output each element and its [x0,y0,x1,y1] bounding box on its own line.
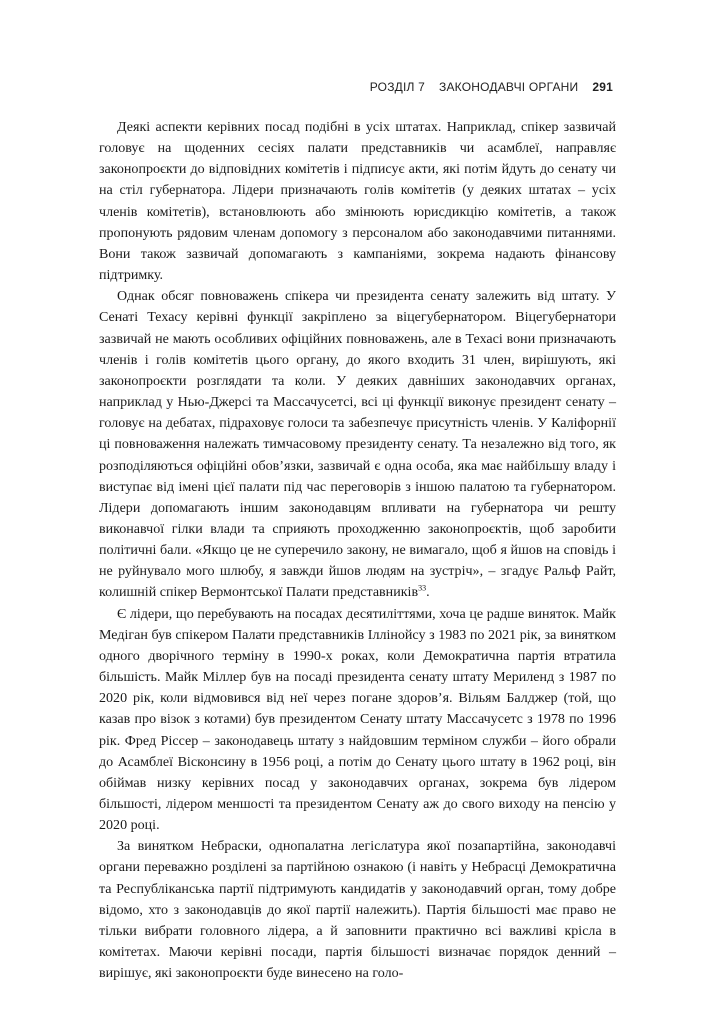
paragraph-1: Деякі аспекти керівних посад подібні в усіх штатах. Наприклад, спікер зазвичай головує на щоденних сесіях палати представників чи асамблеї, направляє законопроєкти до відповідних комітетів і підписує акти, які потім йдуть до сенату чи на стіл губернатора. Лідери призначають голів комітетів (у деяких штатах – усіх членів комітетів), встановлюють або змінюють юрисдикцію комітетів, а також пропонують рядовим членам допомогу з персоналом або законодавчими питаннями. Вони також зазвичай допомагають з кампаніями, зокрема надають фінансову підтримку. [99,119,616,284]
paragraph-3: Є лідери, що перебувають на посадах десятиліттями, хоча це радше виняток. Майк Медіган був спікером Палати представників Іллінойсу з 1983 по 2021 рік, за винятком одного дворічного терміну в 1990-х роках, коли Демократична партія втратила більшість. Майк Міллер був на посаді президента сенату штату Мериленд з 1987 по 2020 рік, коли відмовився від неї через погане здоров’я. Вільям Балджер (той, що казав про візок з котами) був президентом Сенату штату Массачусетс з 1978 по 1996 рік. Фред Ріссер – законодавець штату з найдовшим терміном служби – його обрали до Асамблеї Вісконсину в 1956 році, а потім до Сенату цього штату в 1962 році, він обіймав низку керівних посад у законодавчих органах, зокрема був лідером більшості, лідером меншості та президентом Сенату аж до свого виходу на пенсію у 2020 році. [99,605,616,834]
chapter-label: РОЗДІЛ 7 [369,80,425,94]
paragraph-4: За винятком Небраски, однопалатна легіслатура якої позапартійна, законодавчі органи переважно розділені за партійною ознакою (і навіть у Небрасці Демократична та Республіканська партії підтримують кандидатів у законодавчий орган, тому добре відомо, хто з законодавців до якої партії належить). Партія більшості має право не тільки вибрати головного лідера, а й заповнити практично всі важливі крісла в комітетах. Маючи керівні посади, партія більшості визначає порядок денний – вирішує, які законопроєкти буде винесено на голо- [99,838,616,982]
paragraph-2: Однак обсяг повноважень спікера чи президента сенату залежить від штату. У Сенаті Техасу керівні функції закріплено за віцегубернатором. Віцегубернатори зазвичай не мають особливих офіційних повноважень, але в Техасі вони призначають членів і голів комітетів цього органу, до якого входить 31 член, вирішують, які законопроєкти розглядати та коли. У деяких давніших законодавчих органах, наприклад у Нью-Джерсі та Массачусетсі, всі ці функції виконує президент сенату – головує на дебатах, підраховує голоси та забезпечує присутність членів. У Каліфорнії ці повноваження належать тимчасовому президенту сенату. Та незалежно від того, як розподіляються офіційні обов’язки, зазвичай є одна особа, яка має найбільшу владу і виступає від імені цієї палати під час переговорів з іншою палатою та губернатором. Лідери допомагають іншим законодавцям впливати на губернатора чи решту виконавчої гілки влади та сприяють проходженню законопроєктів, щоб заробити політичні бали. «Якщо це не суперечило закону, не вимагало, щоб я йшов на сповідь і не руйнувало мого шлюбу, я завжди йшов людям на зустріч», – згадує Ральф Райт, колишній спікер Вермонтської Палати представників$^{33}$. [99,288,616,601]
footnote-marker: 33 [418,583,427,593]
running-header [370,80,613,94]
section-label: ЗАКОНОДАВЧІ ОРГАНИ [439,80,579,94]
page-number: 291 [592,80,613,94]
body-text [99,117,616,984]
